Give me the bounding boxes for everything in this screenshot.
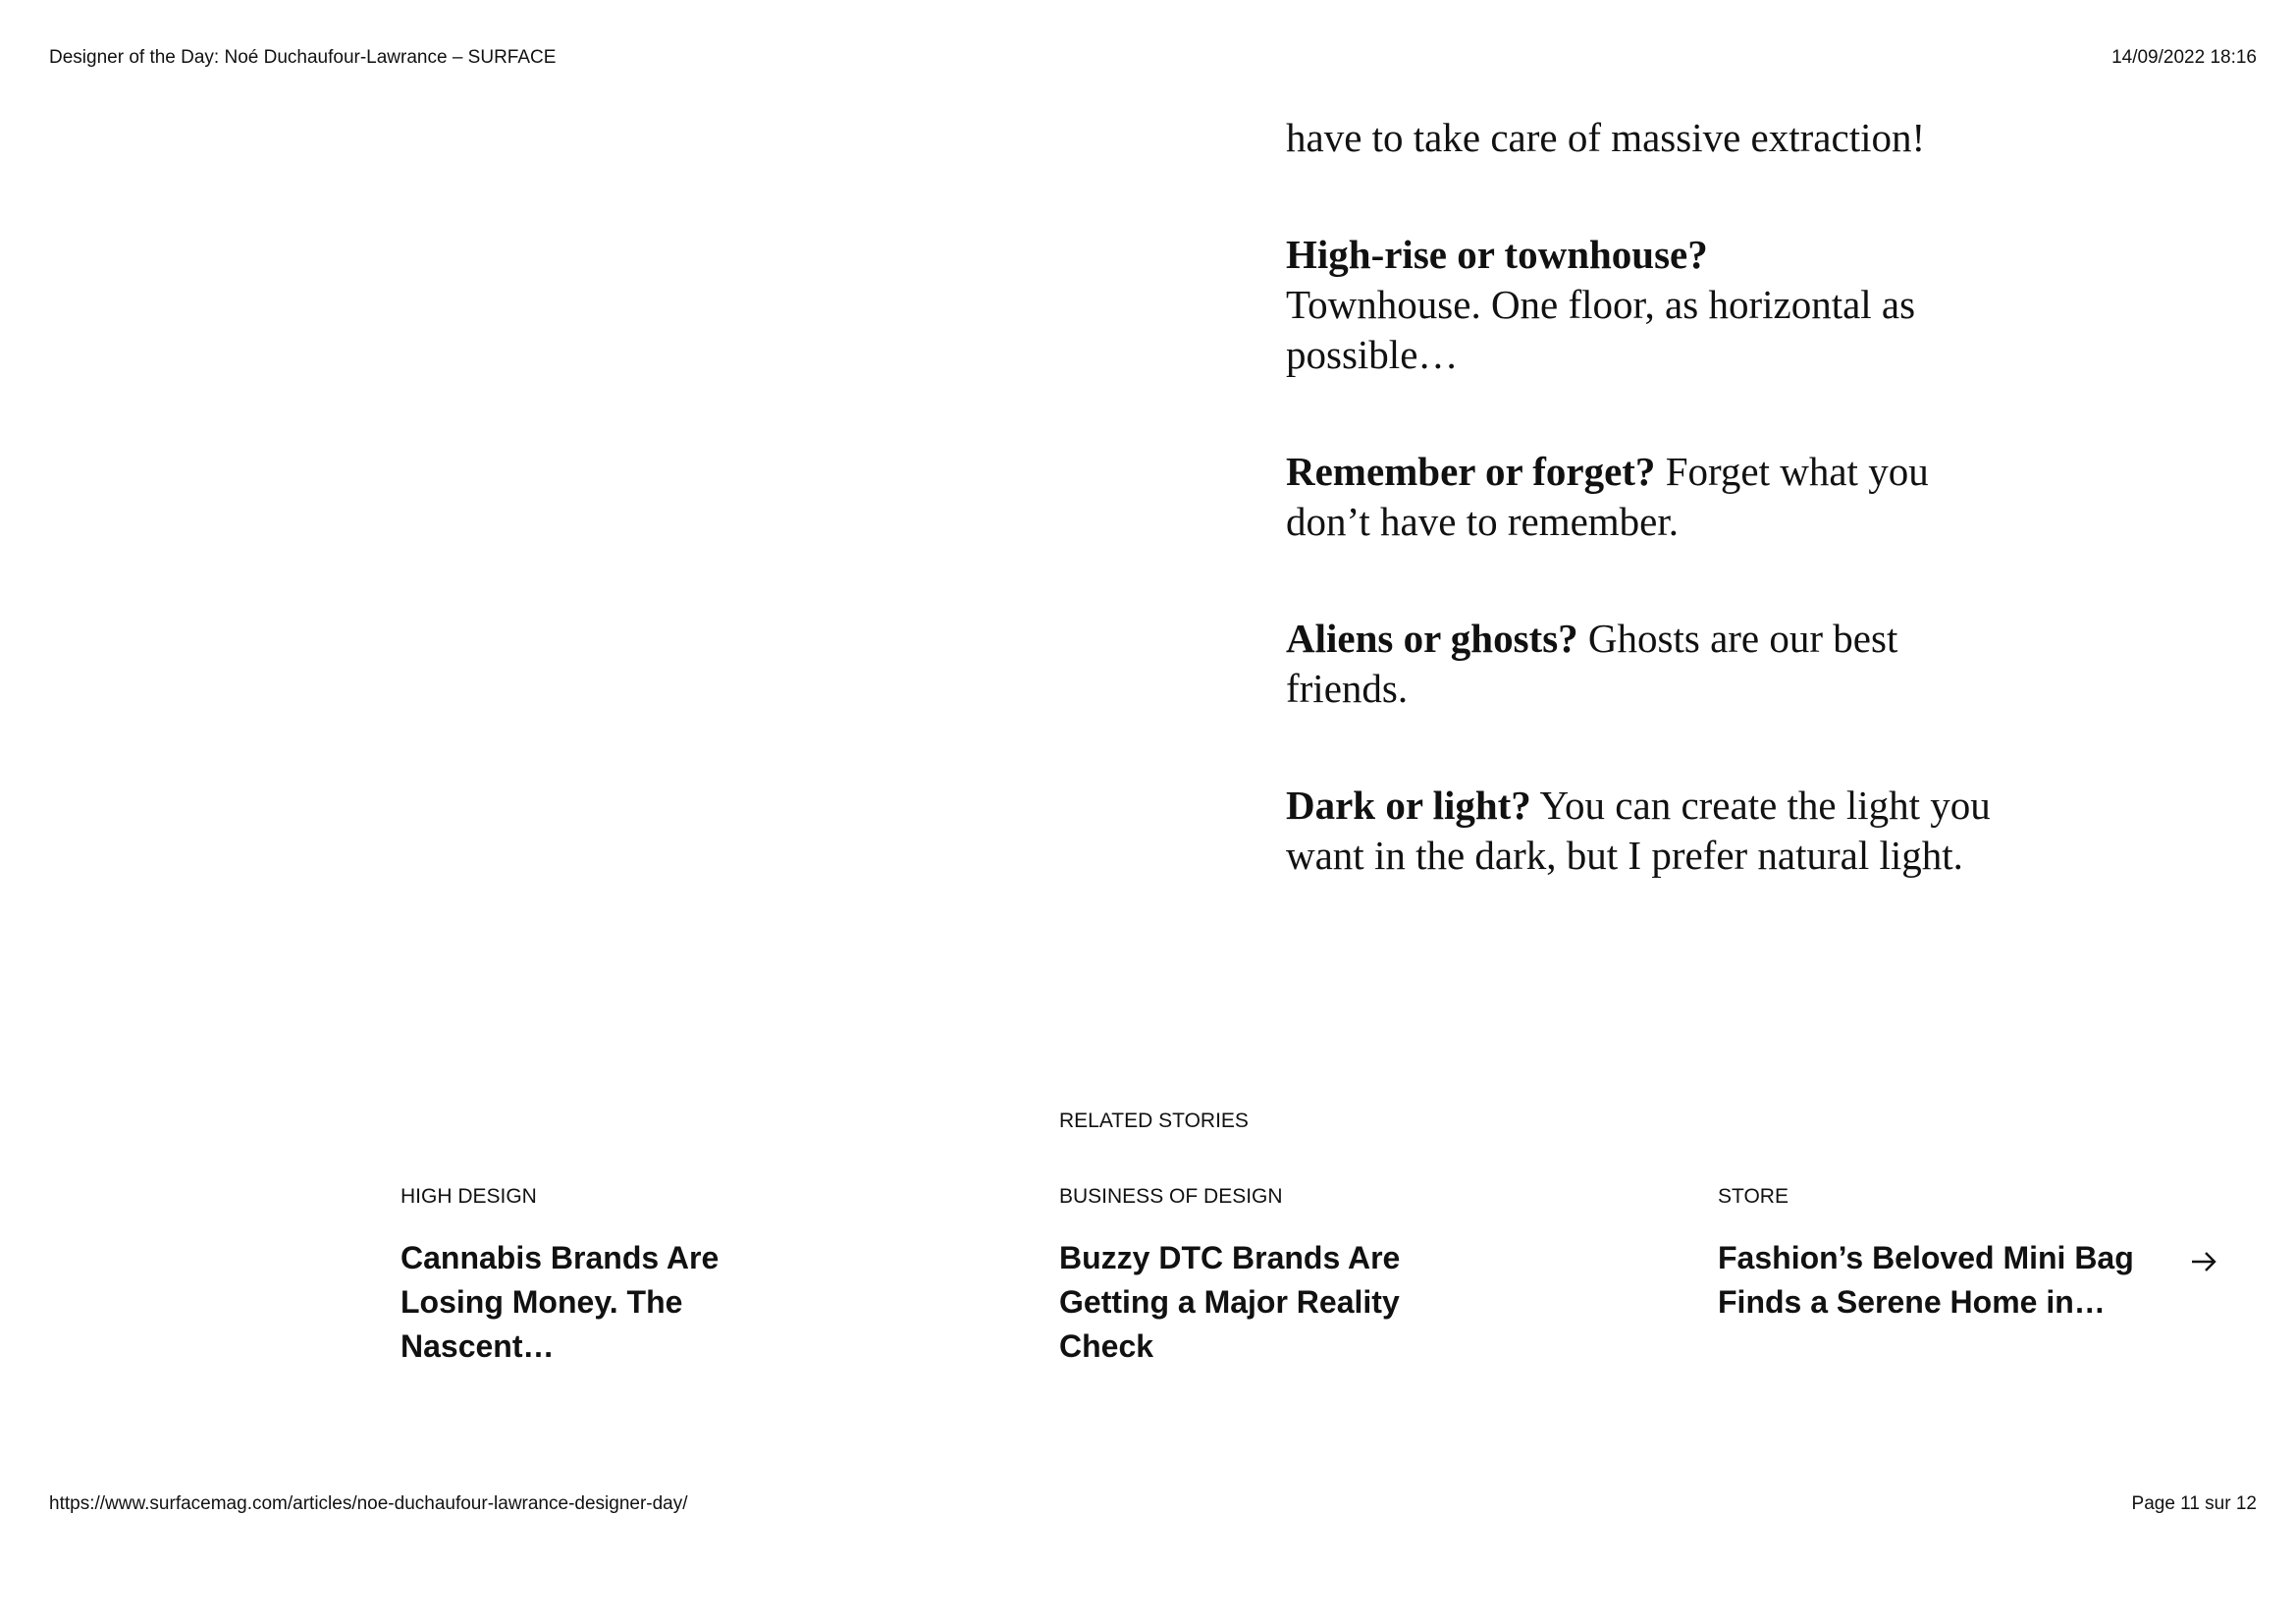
- qa-answer: Forget what you don’t have to remember.: [1286, 449, 1929, 544]
- related-story-card[interactable]: [1059, 1185, 1481, 1369]
- qa-item: [1286, 781, 1993, 881]
- story-title-link[interactable]: Fashion’s Beloved Mini Bag Finds a Serene Home in…: [1718, 1240, 2134, 1320]
- qa-item: [1286, 230, 1993, 380]
- qa-answer: Ghosts are our best friends.: [1286, 616, 1898, 711]
- print-header-title: Designer of the Day: Noé Duchaufour-Lawrance – SURFACE: [49, 47, 557, 68]
- story-title-link[interactable]: Cannabis Brands Are Losing Money. The Nascent…: [400, 1240, 720, 1364]
- related-story-card[interactable]: [400, 1185, 823, 1369]
- qa-question: Aliens or ghosts?: [1286, 616, 1578, 661]
- print-footer-page-number: Page 11 sur 12: [2131, 1493, 2257, 1514]
- qa-question: High-rise or townhouse?: [1286, 232, 1708, 277]
- qa-continuation: [1286, 113, 1993, 163]
- qa-item: [1286, 447, 1993, 547]
- story-category-link[interactable]: HIGH DESIGN: [400, 1185, 537, 1208]
- qa-question: Remember or forget?: [1286, 449, 1656, 494]
- story-category-link[interactable]: BUSINESS OF DESIGN: [1059, 1185, 1283, 1208]
- qa-item: [1286, 614, 1993, 714]
- arrow-right-icon[interactable]: [2187, 1245, 2220, 1278]
- qa-answer: Townhouse. One floor, as horizontal as possible…: [1286, 282, 1916, 377]
- related-stories-heading: RELATED STORIES: [1059, 1109, 1249, 1132]
- qa-answer: have to take care of massive extraction!: [1286, 115, 1926, 160]
- story-category-link[interactable]: STORE: [1718, 1185, 1789, 1208]
- story-title-link[interactable]: Buzzy DTC Brands Are Getting a Major Reality Check: [1059, 1240, 1401, 1364]
- print-header-datetime: 14/09/2022 18:16: [2111, 47, 2257, 68]
- qa-question: Dark or light?: [1286, 783, 1531, 828]
- qa-answer: You can create the light you want in the dark, but I prefer natural light.: [1286, 783, 1991, 878]
- related-story-card[interactable]: [1718, 1185, 2140, 1325]
- print-footer-url: https://www.surfacemag.com/articles/noe-duchaufour-lawrance-designer-day/: [49, 1493, 688, 1514]
